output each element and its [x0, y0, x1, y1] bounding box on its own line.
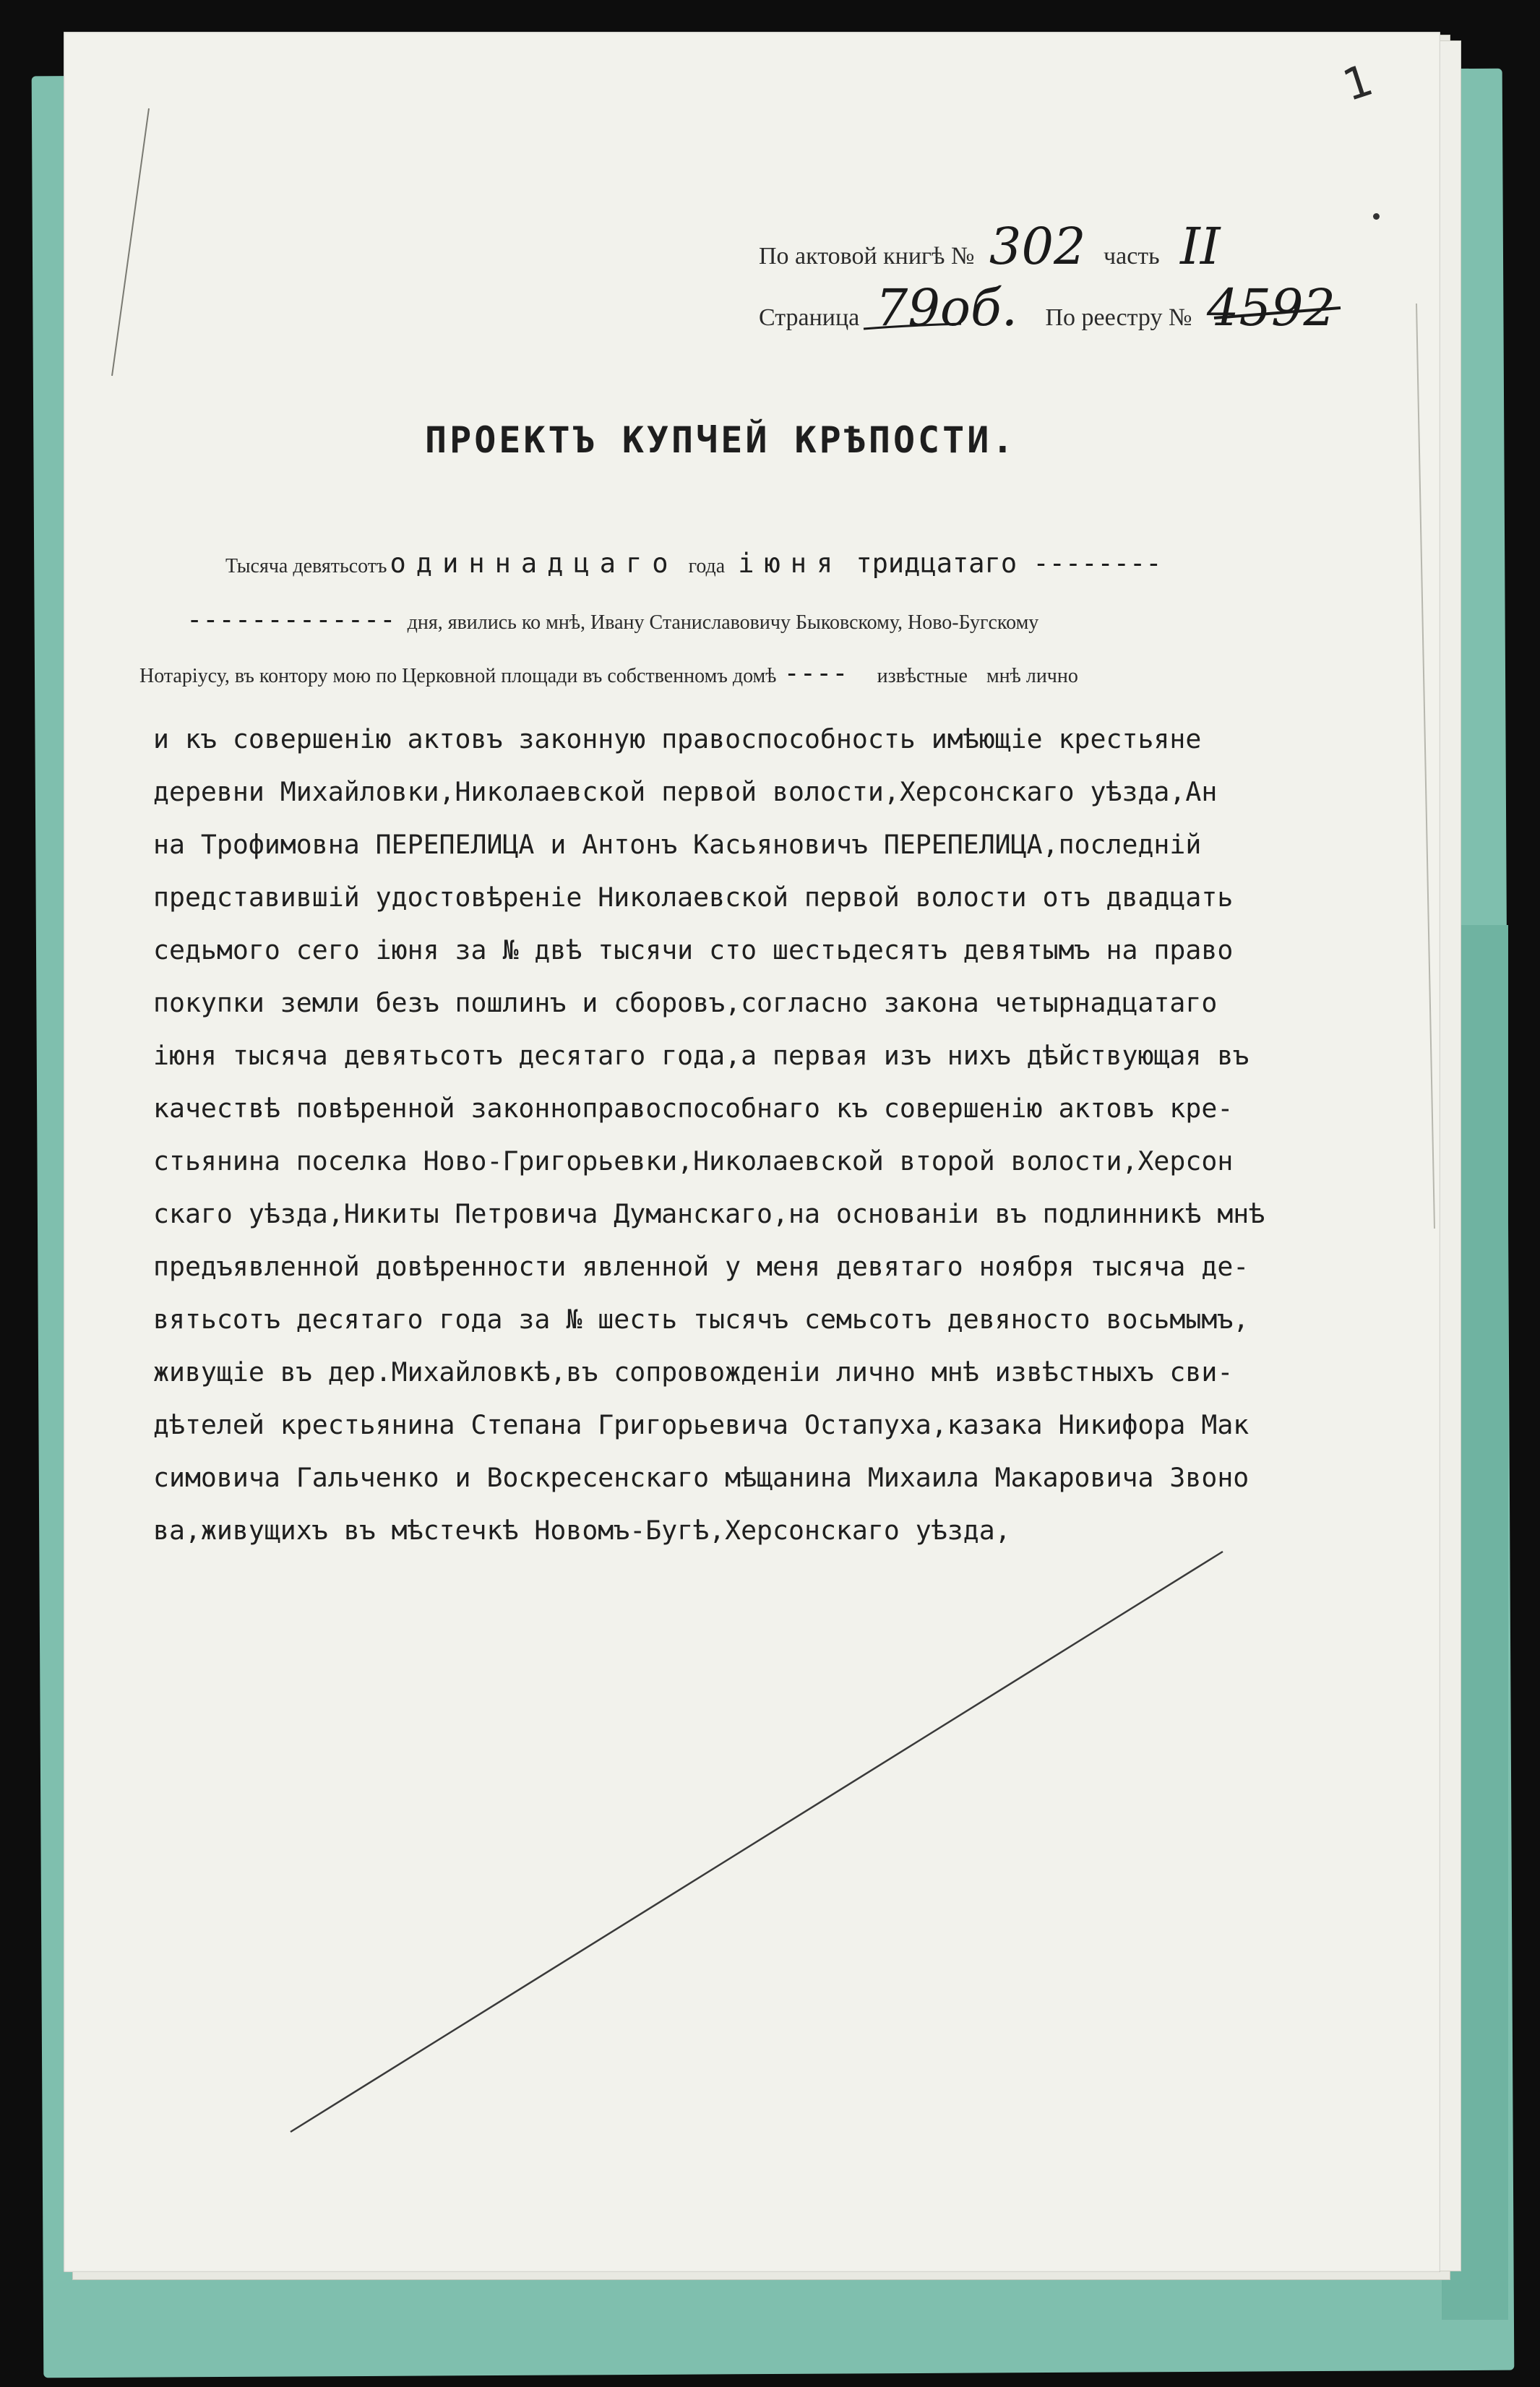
book-number: 302 — [989, 217, 1086, 276]
body-line: дѣтелей крестьянина Степана Григорьевича Остапуха,казака Никифора Мак — [153, 1409, 1249, 1440]
intro-personally-text: мнѣ лично — [986, 665, 1078, 687]
intro-day-value: тридцатаго -------- — [856, 548, 1162, 579]
intro-year-suffix: года — [688, 555, 726, 577]
body-line: седьмого сего іюня за № двѣ тысячи сто шестьдесятъ девятымъ на право — [153, 934, 1234, 965]
page-number-underline — [864, 324, 961, 329]
intro-known-text: извѣстные — [877, 665, 968, 687]
diagonal-cancel-line — [291, 1552, 1223, 2132]
body-line: предъявленной довѣренности явленной у меня девятаго ноября тысяча де- — [153, 1251, 1249, 1282]
body-line: іюня тысяча девятьсотъ десятаго года,а первая изъ нихъ дѣйствующая въ — [153, 1040, 1249, 1071]
registry-underline — [1214, 308, 1341, 318]
body-line: стьянина поселка Ново-Григорьевки,Николаевской второй волости,Херсон — [153, 1145, 1234, 1177]
intro-year-label: Тысяча девятьсотъ — [225, 555, 387, 577]
intro-notary-text: дня, явились ко мнѣ, Ивану Станиславовичу Быковскому, Ново-Бугскому — [407, 611, 1039, 634]
body-line: на Трофимовна ПЕРЕПЕЛИЦА и Антонъ Касьяновичъ ПЕРЕПЕЛИЦА,последній — [153, 829, 1202, 860]
intro-month-value: іюня — [738, 548, 843, 579]
body-line: вятьсотъ десятаго года за № шесть тысячъ семьсотъ девяносто восьмымъ, — [153, 1304, 1249, 1335]
intro-dash-fill: ------------- — [186, 604, 396, 635]
intro-year-value: одиннадцаго — [390, 548, 679, 579]
body-line: скаго уѣзда,Никиты Петровича Думанскаго,на основаніи въ подлинникѣ мнѣ — [153, 1198, 1265, 1229]
body-line: ва,живущихъ въ мѣстечкѣ Новомъ-Бугѣ,Херсонскаго уѣзда, — [153, 1515, 1011, 1546]
body-line: и къ совершенію актовъ законную правоспособность имѣющіе крестьяне — [153, 723, 1202, 754]
corner-handwritten-mark: 1 — [1337, 54, 1380, 112]
body-line: симовича Гальченко и Воскресенскаго мѣщанина Михаила Макаровича Звоно — [153, 1462, 1249, 1493]
page-number: 79об. — [875, 278, 1018, 337]
body-line: покупки земли безъ пошлинъ и сборовъ,согласно закона четырнадцатаго — [153, 987, 1218, 1018]
intro-house-fill: ---- — [783, 658, 848, 689]
page-label: Страница — [759, 304, 860, 331]
body-line: деревни Михайловки,Николаевской первой волости,Херсонскаго уѣзда,Ан — [153, 776, 1218, 807]
part-number: II — [1180, 217, 1221, 276]
intro-office-text: Нотаріусу, въ контору мою по Церковной площади въ собственномъ домѣ — [139, 665, 777, 687]
registry-number: 4592 — [1206, 278, 1336, 337]
part-label: часть — [1104, 243, 1160, 270]
right-edge-crease — [1416, 304, 1434, 1229]
body-line: качествѣ повѣренной законноправоспособнаго къ совершенію актовъ кре- — [153, 1093, 1234, 1124]
body-line: представившій удостовѣреніе Николаевской первой волости отъ двадцать — [153, 882, 1234, 913]
left-edge-crease — [112, 108, 149, 376]
registry-label: По реестру № — [1045, 304, 1192, 331]
body-line: живущіе въ дер.Михайловкѣ,въ сопровожденіи лично мнѣ извѣстныхъ сви- — [153, 1356, 1234, 1388]
book-label: По актовой книгѣ № — [759, 243, 975, 270]
document-title: ПРОЕКТЪ КУПЧЕЙ КРѢПОСТИ. — [425, 419, 1017, 461]
